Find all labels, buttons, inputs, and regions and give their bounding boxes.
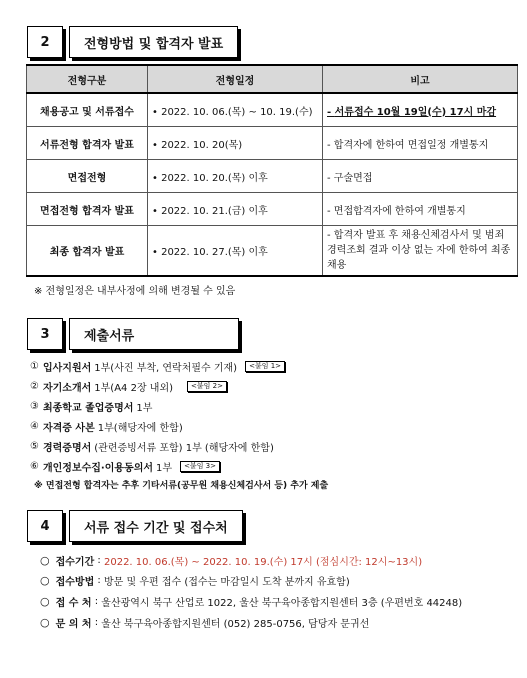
note-cell: - 서류접수 10월 19일(수) 17시 마감 [323,93,518,127]
date-cell: • 2022. 10. 20.(목) 이후 [148,160,323,193]
list-item [30,378,227,394]
section-title: 전형방법 및 합격자 발표 [69,26,238,58]
section-number: 3 [27,318,63,350]
date-cell: • 2022. 10. 20(목) [148,127,323,160]
section-2-header [27,26,238,58]
doc-name: 자기소개서 [42,382,92,394]
doc-name: 경력증명서 [42,442,92,454]
stage-cell: 채용공고 및 서류접수 [27,93,148,127]
schedule-table [26,64,518,277]
table-row [27,160,518,193]
info-value: 방문 및 우편 접수 (접수는 마감일시 도착 분까지 유효함) [103,576,350,588]
column-header: 비고 [323,65,518,93]
info-value: 2022. 10. 06.(목) ~ 2022. 10. 19.(수) 17시 (점심시간: 12시~13시) [103,556,423,568]
table-row [27,226,518,276]
table-row [27,93,518,127]
info-item: ○ 접 수 처 : 울산광역시 북구 산업로 1022, 울산 북구육아종합지원센터 3층 (우편번호 44248) [40,594,463,609]
section-number: 2 [27,26,63,58]
doc-name: 최종학교 졸업증명서 [42,402,134,414]
docs-note: ※ 면접전형 합격자는 추후 기타서류(공무원 채용신체검사서 등) 추가 제출 [34,481,329,491]
date-cell: • 2022. 10. 06.(목) ~ 10. 19.(수) [148,93,323,127]
doc-detail: 1부 [136,402,153,414]
list-item [30,438,274,454]
doc-detail: 1부(해당자에 한함) [97,422,183,434]
date-cell: • 2022. 10. 27.(목) 이후 [148,226,323,276]
item-number: ④ [30,420,39,432]
info-value: 울산 북구육아종합지원센터 (052) 285-0756, 담당자 문귀선 [101,618,370,630]
info-value: 울산광역시 북구 산업로 1022, 울산 북구육아종합지원센터 3층 (우편번호 44248) [101,597,463,609]
note-cell: - 면접합격자에 한하여 개별통지 [323,193,518,226]
section-number: 4 [27,510,63,542]
info-label: 접수방법 [55,576,95,588]
table-row [27,127,518,160]
item-number: ② [30,380,39,392]
doc-name: 자격증 사본 [42,422,95,434]
attachment-tag: <붙임 2> [187,381,227,392]
table-header-row [27,65,518,93]
item-number: ⑥ [30,460,39,472]
doc-detail: (관련증빙서류 포함) 1부 (해당자에 한함) [94,442,274,454]
info-item: ○ 접수방법 : 방문 및 우편 접수 (접수는 마감일시 도착 분까지 유효함) [40,573,350,588]
section-title: 서류 접수 기간 및 접수처 [69,510,243,542]
stage-cell: 최종 합격자 발표 [27,226,148,276]
doc-detail: 1부 [156,462,173,474]
note-cell: - 합격자 발표 후 채용신체검사서 및 범죄경력조회 결과 이상 없는 자에 한하여 최종 채용 [323,226,518,276]
doc-detail: 1부(A4 2장 내외) [94,382,174,394]
table-row [27,193,518,226]
section-4-header [27,510,243,542]
list-item [30,458,220,474]
stage-cell: 면접전형 합격자 발표 [27,193,148,226]
schedule-footnote: ※ 전형일정은 내부사정에 의해 변경될 수 있음 [34,286,236,297]
info-label: 접 수 처 [55,597,92,609]
date-cell: • 2022. 10. 21.(금) 이후 [148,193,323,226]
list-item [30,358,285,374]
info-label: 문 의 처 [55,618,92,630]
doc-name: 개인정보수집·이용동의서 [42,462,154,474]
list-item [30,398,152,414]
column-header: 전형구분 [27,65,148,93]
circle-bullet-icon: ○ [40,573,50,587]
section-3-header [27,318,239,350]
item-number: ③ [30,400,39,412]
attachment-tag: <붙임 1> [245,361,285,372]
circle-bullet-icon: ○ [40,615,50,629]
item-number: ⑤ [30,440,39,452]
doc-name: 입사지원서 [42,362,92,374]
circle-bullet-icon: ○ [40,594,50,608]
info-item: ○ 접수기간 : 2022. 10. 06.(목) ~ 2022. 10. 19.(수) 17시 (점심시간: 12시~13시) [40,553,423,568]
stage-cell: 면접전형 [27,160,148,193]
note-cell: - 구술면접 [323,160,518,193]
attachment-tag: <붙임 3> [180,461,220,472]
list-item [30,418,183,434]
stage-cell: 서류전형 합격자 발표 [27,127,148,160]
section-title: 제출서류 [69,318,239,350]
doc-detail: 1부(사진 부착, 연락처필수 기재) [94,362,238,374]
info-item: ○ 문 의 처 : 울산 북구육아종합지원센터 (052) 285-0756, 담당자 문귀선 [40,615,370,630]
circle-bullet-icon: ○ [40,553,50,567]
note-cell: - 합격자에 한하여 면접일정 개별통지 [323,127,518,160]
item-number: ① [30,360,39,372]
column-header: 전형일정 [148,65,323,93]
info-label: 접수기간 [55,556,95,568]
